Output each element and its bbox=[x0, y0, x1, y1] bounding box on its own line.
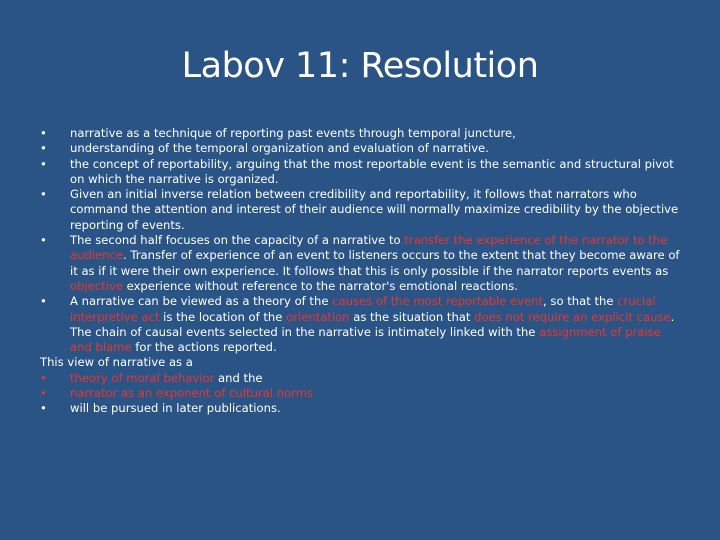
slide-title: Labov 11: Resolution bbox=[181, 46, 539, 86]
highlight-text: narrator as an exponent of cultural norms bbox=[70, 386, 314, 401]
bullet-text: understanding of the temporal organization and evaluation of narrative. bbox=[70, 141, 489, 156]
bullet-item bbox=[40, 141, 680, 156]
bullet-item bbox=[40, 157, 680, 188]
lead-in-text: This view of narrative as a bbox=[40, 355, 193, 370]
bullet-item bbox=[40, 401, 680, 416]
highlight-text: crucial interpretive act bbox=[70, 294, 656, 324]
bullet-icon: • bbox=[40, 294, 47, 309]
highlight-text: causes of the most reportable event bbox=[332, 294, 544, 309]
bullet-icon: • bbox=[40, 187, 47, 202]
bullet-text: A narrative can be viewed as a theory of the bbox=[70, 294, 333, 309]
bullet-text: narrative as a technique of reporting past events through temporal juncture, bbox=[70, 126, 516, 140]
bullet-icon: • bbox=[40, 156, 47, 171]
bullet-item bbox=[40, 233, 680, 294]
bullet-icon: • bbox=[40, 370, 47, 385]
bullet-text: , so that the bbox=[543, 294, 618, 309]
bullet-text: the concept of reportability, arguing that the most reportable event is the semantic and structural pivot on which the narrative is organized. bbox=[70, 156, 674, 186]
highlight-text: objective bbox=[70, 278, 123, 293]
bullet-text: for the actions reported. bbox=[131, 340, 277, 355]
bullet-icon: • bbox=[40, 233, 47, 248]
bullet-item bbox=[40, 126, 680, 141]
bullet-item bbox=[40, 371, 680, 386]
highlight-text: does not require an explicit cause bbox=[474, 309, 671, 324]
bullet-text: will be pursued in later publications. bbox=[70, 401, 281, 416]
bullet-text: . Transfer of experience of an event to listeners occurs to the extent that they become aware of it as if it were their own experience. It follows that this is only possible if the narrator reports events as bbox=[70, 248, 680, 278]
bullet-icon: • bbox=[40, 141, 47, 156]
highlight-text: orientation bbox=[286, 309, 350, 324]
bullet-text: as the situation that bbox=[349, 309, 475, 324]
bullet-text: and the bbox=[214, 370, 263, 385]
bullet-text: . The chain of causal events selected in the narrative is intimately linked with the bbox=[70, 309, 675, 339]
bullet-text: is the location of the bbox=[159, 309, 287, 324]
bullet-text: experience without reference to the narrator's emotional reactions. bbox=[122, 278, 518, 293]
slide-body bbox=[40, 126, 680, 417]
bullet-icon: • bbox=[40, 401, 47, 416]
bullet-item bbox=[40, 386, 680, 401]
bullet-item bbox=[40, 294, 680, 355]
bullet-text: The second half focuses on the capacity of a narrative to bbox=[70, 233, 405, 248]
bullet-item bbox=[40, 187, 680, 233]
highlight-text: assignment of praise and blame bbox=[70, 324, 661, 355]
bullet-icon: • bbox=[40, 126, 47, 140]
highlight-text: theory of moral behavior bbox=[70, 370, 215, 385]
highlight-text: transfer the experience of the narrator to the audience bbox=[70, 233, 668, 263]
bullet-icon: • bbox=[40, 386, 47, 401]
bullet-text: Given an initial inverse relation between credibility and reportability, it follows that narrators who command the attention and interest of their audience will normally maximize credibility by the objective reporting of events. bbox=[70, 187, 679, 232]
